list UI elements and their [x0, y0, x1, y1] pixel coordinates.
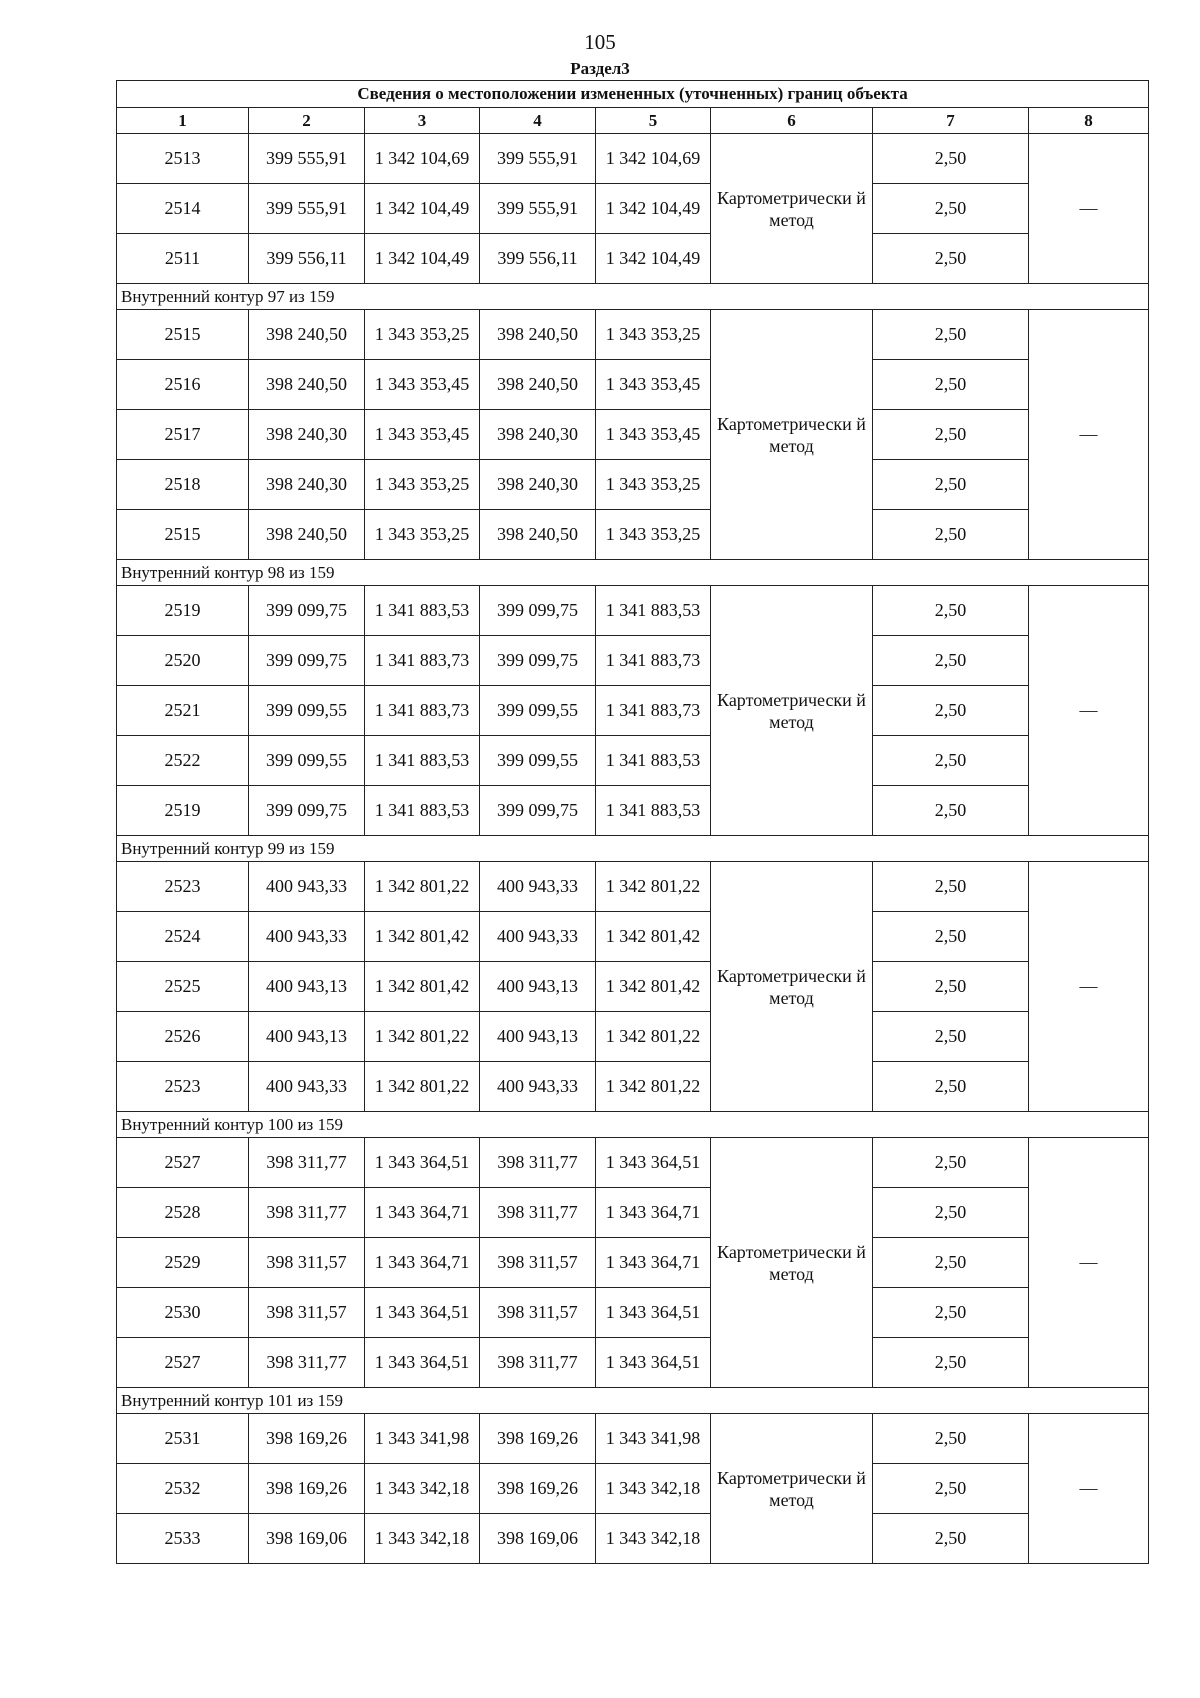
- contour-label: Внутренний контур 100 из 159: [117, 1112, 1149, 1138]
- contour-header-row: [117, 836, 1149, 862]
- accuracy-cell: 2,50: [873, 1414, 1029, 1464]
- new-y-cell: 1 342 801,42: [596, 962, 711, 1012]
- accuracy-cell: 2,50: [873, 862, 1029, 912]
- page-number: 105: [584, 30, 616, 54]
- column-number: 6: [711, 108, 873, 134]
- new-x-cell: 398 311,57: [480, 1238, 596, 1288]
- point-number-cell: 2511: [117, 234, 249, 284]
- point-number-cell: 2513: [117, 134, 249, 184]
- accuracy-cell: 2,50: [873, 636, 1029, 686]
- existing-x-cell: 398 240,50: [249, 310, 365, 360]
- new-x-cell: 398 240,50: [480, 360, 596, 410]
- point-number-cell: 2527: [117, 1138, 249, 1188]
- new-y-cell: 1 342 801,42: [596, 912, 711, 962]
- existing-y-cell: 1 343 364,71: [365, 1188, 480, 1238]
- new-y-cell: 1 343 353,45: [596, 410, 711, 460]
- point-number-cell: 2520: [117, 636, 249, 686]
- existing-x-cell: 398 311,77: [249, 1138, 365, 1188]
- existing-x-cell: 398 311,77: [249, 1338, 365, 1388]
- new-y-cell: 1 343 364,51: [596, 1338, 711, 1388]
- new-x-cell: 398 169,26: [480, 1464, 596, 1514]
- accuracy-cell: 2,50: [873, 1514, 1029, 1564]
- table-row: [117, 360, 1149, 410]
- existing-x-cell: 398 240,50: [249, 360, 365, 410]
- existing-x-cell: 398 311,57: [249, 1238, 365, 1288]
- new-y-cell: 1 343 364,71: [596, 1238, 711, 1288]
- accuracy-cell: 2,50: [873, 962, 1029, 1012]
- point-number-cell: 2525: [117, 962, 249, 1012]
- new-x-cell: 399 099,75: [480, 786, 596, 836]
- contour-label: Внутренний контур 97 из 159: [117, 284, 1149, 310]
- accuracy-cell: 2,50: [873, 510, 1029, 560]
- existing-y-cell: 1 343 353,25: [365, 310, 480, 360]
- table-row: [117, 862, 1149, 912]
- new-x-cell: 398 240,50: [480, 510, 596, 560]
- accuracy-cell: 2,50: [873, 134, 1029, 184]
- table-row: [117, 1338, 1149, 1388]
- new-y-cell: 1 343 353,25: [596, 510, 711, 560]
- existing-y-cell: 1 343 364,51: [365, 1338, 480, 1388]
- existing-y-cell: 1 341 883,73: [365, 636, 480, 686]
- table-row: [117, 510, 1149, 560]
- point-number-cell: 2527: [117, 1338, 249, 1388]
- new-y-cell: 1 341 883,73: [596, 636, 711, 686]
- existing-y-cell: 1 343 353,25: [365, 510, 480, 560]
- point-number-cell: 2522: [117, 736, 249, 786]
- new-y-cell: 1 343 353,25: [596, 310, 711, 360]
- note-cell: —: [1029, 310, 1149, 560]
- table-row: [117, 586, 1149, 636]
- accuracy-cell: 2,50: [873, 786, 1029, 836]
- new-y-cell: 1 341 883,53: [596, 736, 711, 786]
- new-x-cell: 399 556,11: [480, 234, 596, 284]
- existing-x-cell: 400 943,33: [249, 1062, 365, 1112]
- point-number-cell: 2521: [117, 686, 249, 736]
- table-row: [117, 636, 1149, 686]
- point-number-cell: 2516: [117, 360, 249, 410]
- existing-y-cell: 1 341 883,53: [365, 586, 480, 636]
- table-row: [117, 1464, 1149, 1514]
- table-row: [117, 184, 1149, 234]
- existing-x-cell: 398 169,06: [249, 1514, 365, 1564]
- existing-x-cell: 398 169,26: [249, 1464, 365, 1514]
- existing-y-cell: 1 342 104,69: [365, 134, 480, 184]
- point-number-cell: 2532: [117, 1464, 249, 1514]
- table-row: [117, 786, 1149, 836]
- new-y-cell: 1 343 364,51: [596, 1288, 711, 1338]
- new-x-cell: 398 240,30: [480, 410, 596, 460]
- new-x-cell: 398 311,57: [480, 1288, 596, 1338]
- accuracy-cell: 2,50: [873, 310, 1029, 360]
- contour-header-row: [117, 1388, 1149, 1414]
- column-number: 8: [1029, 108, 1149, 134]
- existing-y-cell: 1 342 801,22: [365, 862, 480, 912]
- existing-y-cell: 1 343 342,18: [365, 1464, 480, 1514]
- existing-x-cell: 398 240,50: [249, 510, 365, 560]
- existing-x-cell: 399 099,55: [249, 686, 365, 736]
- table-row: [117, 912, 1149, 962]
- existing-x-cell: 399 556,11: [249, 234, 365, 284]
- point-number-cell: 2518: [117, 460, 249, 510]
- existing-y-cell: 1 343 364,51: [365, 1288, 480, 1338]
- accuracy-cell: 2,50: [873, 1464, 1029, 1514]
- column-number: 7: [873, 108, 1029, 134]
- table-row: [117, 410, 1149, 460]
- point-number-cell: 2523: [117, 862, 249, 912]
- existing-y-cell: 1 342 104,49: [365, 184, 480, 234]
- new-y-cell: 1 341 883,73: [596, 686, 711, 736]
- new-x-cell: 398 311,77: [480, 1338, 596, 1388]
- point-number-cell: 2515: [117, 510, 249, 560]
- point-number-cell: 2523: [117, 1062, 249, 1112]
- accuracy-cell: 2,50: [873, 410, 1029, 460]
- existing-x-cell: 399 555,91: [249, 184, 365, 234]
- table-row: [117, 134, 1149, 184]
- method-cell: Картометрически й метод: [711, 1138, 873, 1388]
- new-y-cell: 1 343 364,71: [596, 1188, 711, 1238]
- table-row: [117, 736, 1149, 786]
- accuracy-cell: 2,50: [873, 1188, 1029, 1238]
- existing-x-cell: 399 099,55: [249, 736, 365, 786]
- existing-x-cell: 400 943,13: [249, 962, 365, 1012]
- point-number-cell: 2524: [117, 912, 249, 962]
- table-body: [117, 81, 1149, 1564]
- section-label: Раздел3: [570, 59, 630, 78]
- new-y-cell: 1 343 353,45: [596, 360, 711, 410]
- existing-y-cell: 1 343 353,45: [365, 360, 480, 410]
- existing-y-cell: 1 343 342,18: [365, 1514, 480, 1564]
- table-title-row: [117, 81, 1149, 108]
- contour-label: Внутренний контур 101 из 159: [117, 1388, 1149, 1414]
- point-number-cell: 2530: [117, 1288, 249, 1338]
- accuracy-cell: 2,50: [873, 586, 1029, 636]
- accuracy-cell: 2,50: [873, 1238, 1029, 1288]
- new-y-cell: 1 343 342,18: [596, 1464, 711, 1514]
- existing-y-cell: 1 342 801,42: [365, 962, 480, 1012]
- point-number-cell: 2519: [117, 786, 249, 836]
- existing-x-cell: 400 943,33: [249, 862, 365, 912]
- new-y-cell: 1 342 104,69: [596, 134, 711, 184]
- new-x-cell: 399 099,55: [480, 736, 596, 786]
- table-row: [117, 1414, 1149, 1464]
- table-row: [117, 1012, 1149, 1062]
- point-number-cell: 2514: [117, 184, 249, 234]
- contour-label: Внутренний контур 99 из 159: [117, 836, 1149, 862]
- existing-x-cell: 400 943,33: [249, 912, 365, 962]
- accuracy-cell: 2,50: [873, 686, 1029, 736]
- new-x-cell: 398 240,50: [480, 310, 596, 360]
- existing-y-cell: 1 341 883,73: [365, 686, 480, 736]
- accuracy-cell: 2,50: [873, 1288, 1029, 1338]
- note-cell: —: [1029, 862, 1149, 1112]
- existing-y-cell: 1 342 801,42: [365, 912, 480, 962]
- table-row: [117, 1138, 1149, 1188]
- point-number-cell: 2519: [117, 586, 249, 636]
- contour-header-row: [117, 560, 1149, 586]
- new-x-cell: 400 943,33: [480, 862, 596, 912]
- new-x-cell: 398 169,26: [480, 1414, 596, 1464]
- point-number-cell: 2528: [117, 1188, 249, 1238]
- column-number-row: [117, 108, 1149, 134]
- new-y-cell: 1 343 364,51: [596, 1138, 711, 1188]
- new-x-cell: 400 943,33: [480, 1062, 596, 1112]
- new-x-cell: 399 099,75: [480, 586, 596, 636]
- column-number: 2: [249, 108, 365, 134]
- note-cell: —: [1029, 1138, 1149, 1388]
- new-y-cell: 1 343 353,25: [596, 460, 711, 510]
- table-row: [117, 460, 1149, 510]
- contour-header-row: [117, 1112, 1149, 1138]
- table-row: [117, 1188, 1149, 1238]
- table-row: [117, 1514, 1149, 1564]
- existing-x-cell: 399 099,75: [249, 636, 365, 686]
- method-cell: Картометрически й метод: [711, 134, 873, 284]
- existing-x-cell: 398 240,30: [249, 460, 365, 510]
- existing-y-cell: 1 341 883,53: [365, 736, 480, 786]
- existing-x-cell: 399 099,75: [249, 786, 365, 836]
- table-row: [117, 1238, 1149, 1288]
- contour-header-row: [117, 284, 1149, 310]
- accuracy-cell: 2,50: [873, 184, 1029, 234]
- table-row: [117, 234, 1149, 284]
- note-cell: —: [1029, 1414, 1149, 1564]
- method-cell: Картометрически й метод: [711, 862, 873, 1112]
- new-x-cell: 399 099,75: [480, 636, 596, 686]
- method-cell: Картометрически й метод: [711, 310, 873, 560]
- existing-y-cell: 1 342 801,22: [365, 1012, 480, 1062]
- existing-x-cell: 398 311,57: [249, 1288, 365, 1338]
- point-number-cell: 2531: [117, 1414, 249, 1464]
- new-y-cell: 1 343 341,98: [596, 1414, 711, 1464]
- new-x-cell: 398 169,06: [480, 1514, 596, 1564]
- new-x-cell: 398 240,30: [480, 460, 596, 510]
- existing-x-cell: 398 311,77: [249, 1188, 365, 1238]
- contour-label: Внутренний контур 98 из 159: [117, 560, 1149, 586]
- column-number: 5: [596, 108, 711, 134]
- column-number: 1: [117, 108, 249, 134]
- accuracy-cell: 2,50: [873, 1138, 1029, 1188]
- note-cell: —: [1029, 586, 1149, 836]
- existing-x-cell: 400 943,13: [249, 1012, 365, 1062]
- new-y-cell: 1 342 104,49: [596, 234, 711, 284]
- point-number-cell: 2526: [117, 1012, 249, 1062]
- new-y-cell: 1 341 883,53: [596, 786, 711, 836]
- new-x-cell: 400 943,13: [480, 1012, 596, 1062]
- accuracy-cell: 2,50: [873, 912, 1029, 962]
- existing-y-cell: 1 342 801,22: [365, 1062, 480, 1112]
- existing-y-cell: 1 343 353,45: [365, 410, 480, 460]
- accuracy-cell: 2,50: [873, 360, 1029, 410]
- new-y-cell: 1 341 883,53: [596, 586, 711, 636]
- existing-y-cell: 1 342 104,49: [365, 234, 480, 284]
- table-row: [117, 310, 1149, 360]
- accuracy-cell: 2,50: [873, 1338, 1029, 1388]
- accuracy-cell: 2,50: [873, 1062, 1029, 1112]
- method-cell: Картометрически й метод: [711, 1414, 873, 1564]
- existing-y-cell: 1 343 364,71: [365, 1238, 480, 1288]
- existing-x-cell: 398 169,26: [249, 1414, 365, 1464]
- table-row: [117, 962, 1149, 1012]
- existing-y-cell: 1 341 883,53: [365, 786, 480, 836]
- point-number-cell: 2529: [117, 1238, 249, 1288]
- existing-x-cell: 398 240,30: [249, 410, 365, 460]
- new-x-cell: 399 555,91: [480, 134, 596, 184]
- new-y-cell: 1 342 801,22: [596, 1062, 711, 1112]
- new-y-cell: 1 343 342,18: [596, 1514, 711, 1564]
- new-x-cell: 400 943,13: [480, 962, 596, 1012]
- accuracy-cell: 2,50: [873, 460, 1029, 510]
- new-x-cell: 398 311,77: [480, 1138, 596, 1188]
- existing-x-cell: 399 099,75: [249, 586, 365, 636]
- existing-y-cell: 1 343 341,98: [365, 1414, 480, 1464]
- new-y-cell: 1 342 801,22: [596, 862, 711, 912]
- table-title: Сведения о местоположении измененных (уточненных) границ объекта: [117, 81, 1149, 108]
- new-x-cell: 399 555,91: [480, 184, 596, 234]
- new-x-cell: 398 311,77: [480, 1188, 596, 1238]
- new-y-cell: 1 342 801,22: [596, 1012, 711, 1062]
- accuracy-cell: 2,50: [873, 234, 1029, 284]
- point-number-cell: 2533: [117, 1514, 249, 1564]
- new-y-cell: 1 342 104,49: [596, 184, 711, 234]
- existing-x-cell: 399 555,91: [249, 134, 365, 184]
- column-number: 3: [365, 108, 480, 134]
- existing-y-cell: 1 343 353,25: [365, 460, 480, 510]
- boundary-table: [116, 80, 1149, 1564]
- column-number: 4: [480, 108, 596, 134]
- existing-y-cell: 1 343 364,51: [365, 1138, 480, 1188]
- table-row: [117, 1062, 1149, 1112]
- point-number-cell: 2515: [117, 310, 249, 360]
- table-row: [117, 686, 1149, 736]
- method-cell: Картометрически й метод: [711, 586, 873, 836]
- table-row: [117, 1288, 1149, 1338]
- point-number-cell: 2517: [117, 410, 249, 460]
- accuracy-cell: 2,50: [873, 1012, 1029, 1062]
- new-x-cell: 400 943,33: [480, 912, 596, 962]
- note-cell: —: [1029, 134, 1149, 284]
- new-x-cell: 399 099,55: [480, 686, 596, 736]
- accuracy-cell: 2,50: [873, 736, 1029, 786]
